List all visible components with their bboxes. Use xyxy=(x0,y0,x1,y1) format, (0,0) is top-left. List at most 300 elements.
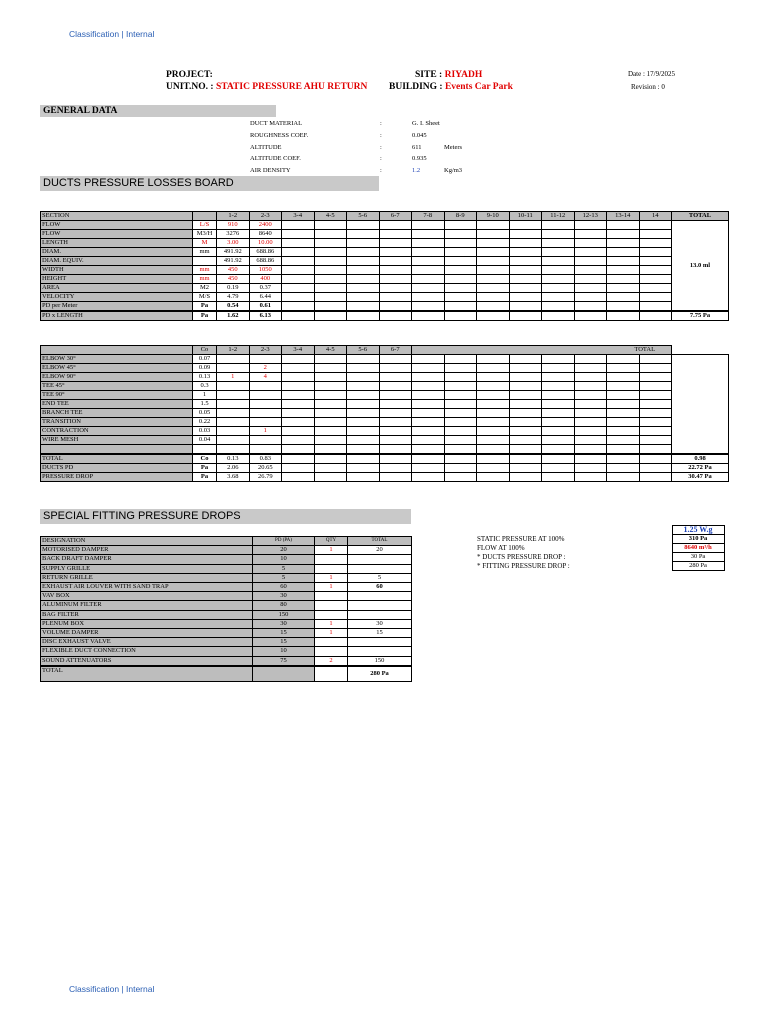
fitting-cell xyxy=(607,355,640,364)
fitting-cell: 4 xyxy=(249,373,282,382)
section-cell xyxy=(509,248,542,257)
section-cell xyxy=(477,239,510,248)
fitting-cell xyxy=(574,382,607,391)
section-row-label: PD x LENGTH xyxy=(41,311,193,321)
fittings-table xyxy=(40,345,729,482)
section-cell xyxy=(282,221,315,230)
special-row xyxy=(41,546,412,555)
fitting-cell xyxy=(282,445,315,455)
special-col-header: DESIGNATION xyxy=(41,537,253,546)
fitting-row xyxy=(41,382,729,391)
fitting-summary-cell xyxy=(574,473,607,482)
fitting-cell xyxy=(509,382,542,391)
section-cell xyxy=(379,293,412,302)
section-row-label: AREA xyxy=(41,284,193,293)
section-table xyxy=(40,211,729,321)
section-cell xyxy=(412,302,445,312)
fitting-cell xyxy=(412,364,445,373)
section-cell xyxy=(379,230,412,239)
fitting-cell xyxy=(379,400,412,409)
section-col-header: 3-4 xyxy=(282,212,315,221)
section-cell xyxy=(542,311,575,321)
special-total-label: TOTAL xyxy=(41,666,253,682)
section-cell xyxy=(509,284,542,293)
special-total: 20 xyxy=(348,546,412,555)
summary-wg-row xyxy=(476,526,724,535)
fitting-cell xyxy=(217,364,250,373)
special-total xyxy=(348,638,412,647)
fitting-cell xyxy=(477,445,510,455)
special-fittings-table xyxy=(40,536,412,682)
fitting-cell xyxy=(574,427,607,436)
fitting-cell xyxy=(477,427,510,436)
section-cell xyxy=(282,275,315,284)
fitting-cell xyxy=(607,373,640,382)
special-total xyxy=(348,610,412,619)
section-row-unit: Pa xyxy=(193,311,217,321)
section-row xyxy=(41,248,729,257)
special-total: 5 xyxy=(348,573,412,582)
fitting-cell xyxy=(607,382,640,391)
section-col-header: 2-3 xyxy=(249,212,282,221)
fitting-cell xyxy=(379,391,412,400)
section-header-row xyxy=(41,212,729,221)
fittings-col-header: TOTAL xyxy=(412,346,672,355)
general-data-label: ALTITUDE COEF. xyxy=(250,155,301,163)
fitting-cell xyxy=(542,391,575,400)
section-row-unit: mm xyxy=(193,248,217,257)
fitting-cell xyxy=(282,382,315,391)
general-data-unit: Meters xyxy=(444,143,463,151)
fitting-cell xyxy=(509,400,542,409)
section-cell xyxy=(477,275,510,284)
section-col-header: 14 xyxy=(639,212,672,221)
section-row-label: DIAM. xyxy=(41,248,193,257)
fitting-cell xyxy=(639,382,672,391)
fitting-cell xyxy=(314,364,347,373)
section-cell xyxy=(412,284,445,293)
fitting-cell xyxy=(347,373,380,382)
section-cell: 10.00 xyxy=(249,239,282,248)
section-cell xyxy=(509,257,542,266)
section-row-label: FLOW xyxy=(41,230,193,239)
fitting-cell xyxy=(607,400,640,409)
classification-top: Classification | Internal xyxy=(69,29,155,39)
fittings-col-header: 5-6 xyxy=(347,346,380,355)
section-cell xyxy=(347,293,380,302)
fitting-summary-cell xyxy=(444,473,477,482)
section-cell: 0.37 xyxy=(249,284,282,293)
section-cell xyxy=(379,266,412,275)
fitting-cell xyxy=(282,418,315,427)
fitting-cell xyxy=(574,409,607,418)
section-cell xyxy=(574,230,607,239)
section-row-label: HEIGHT xyxy=(41,275,193,284)
revision: Revision : 0 xyxy=(631,83,665,91)
summary-value: 8640 m³/h xyxy=(672,544,724,553)
section-cell: 688.86 xyxy=(249,248,282,257)
special-total-row xyxy=(41,666,412,682)
general-data-label: AIR DENSITY xyxy=(250,167,291,175)
special-pd: 15 xyxy=(253,629,315,638)
section-cell xyxy=(412,311,445,321)
fitting-summary-cell xyxy=(542,473,575,482)
special-pd: 60 xyxy=(253,583,315,592)
special-total xyxy=(348,592,412,601)
fitting-summary-total: 30.47 Pa xyxy=(672,473,729,482)
section-col-header: 8-9 xyxy=(444,212,477,221)
section-cell xyxy=(607,230,640,239)
fitting-summary-cell xyxy=(542,454,575,464)
special-total-value: 280 Pa xyxy=(348,666,412,682)
fitting-label: CONTRACTION xyxy=(41,427,193,436)
special-col-header: TOTAL xyxy=(348,537,412,546)
section-total-pd: 7.75 Pa xyxy=(672,311,729,321)
section-cell xyxy=(282,302,315,312)
fitting-cell xyxy=(249,391,282,400)
summary-row xyxy=(476,562,724,571)
special-designation: BACK DRAFT DAMPER xyxy=(41,555,253,564)
section-cell xyxy=(444,293,477,302)
section-cell xyxy=(282,239,315,248)
general-data-sep: : xyxy=(380,143,382,151)
fitting-cell xyxy=(282,373,315,382)
section-cell: 2400 xyxy=(249,221,282,230)
fitting-cell xyxy=(574,418,607,427)
section-cell xyxy=(379,275,412,284)
fitting-cell xyxy=(412,400,445,409)
section-cell xyxy=(314,311,347,321)
section-row-label: LENGTH xyxy=(41,239,193,248)
fitting-cell xyxy=(509,355,542,364)
section-cell xyxy=(477,311,510,321)
section-row-label: VELOCITY xyxy=(41,293,193,302)
special-designation: BAG FILTER xyxy=(41,610,253,619)
fitting-cell xyxy=(542,409,575,418)
fitting-cell xyxy=(542,364,575,373)
fitting-co xyxy=(193,445,217,455)
section-cell xyxy=(574,257,607,266)
fitting-summary-cell xyxy=(412,454,445,464)
fitting-label: TEE 45° xyxy=(41,382,193,391)
fitting-cell xyxy=(249,355,282,364)
section-cell xyxy=(379,239,412,248)
fitting-cell xyxy=(574,436,607,445)
site-value: RIYADH xyxy=(444,70,483,80)
fitting-cell xyxy=(379,382,412,391)
section-cell xyxy=(542,230,575,239)
fitting-summary-cell xyxy=(412,464,445,473)
fitting-cell xyxy=(217,445,250,455)
section-cell xyxy=(314,293,347,302)
special-qty: 1 xyxy=(315,573,348,582)
fitting-cell xyxy=(444,391,477,400)
general-data-sep: : xyxy=(380,120,382,127)
section-cell xyxy=(314,284,347,293)
fitting-summary-unit: Pa xyxy=(193,473,217,482)
fittings-col-header: 6-7 xyxy=(379,346,412,355)
section-row xyxy=(41,266,729,275)
fitting-cell xyxy=(574,364,607,373)
special-header-row xyxy=(41,537,412,546)
fitting-cell xyxy=(347,445,380,455)
fitting-cell xyxy=(477,418,510,427)
section-cell xyxy=(542,284,575,293)
fitting-cell xyxy=(639,445,672,455)
fitting-cell xyxy=(379,409,412,418)
section-cell xyxy=(477,284,510,293)
general-data-sep: : xyxy=(380,167,382,175)
special-qty: 1 xyxy=(315,629,348,638)
section-col-header: TOTAL xyxy=(672,212,729,221)
fitting-cell xyxy=(639,391,672,400)
section-cell xyxy=(314,248,347,257)
special-qty xyxy=(315,610,348,619)
section-cell xyxy=(542,293,575,302)
general-data-sep: : xyxy=(380,131,382,139)
section-cell xyxy=(314,302,347,312)
fitting-summary-cell xyxy=(542,464,575,473)
section-cell xyxy=(542,221,575,230)
fitting-cell xyxy=(282,436,315,445)
fitting-co: 0.13 xyxy=(193,373,217,382)
special-row xyxy=(41,592,412,601)
section-cell: 450 xyxy=(217,275,250,284)
fitting-cell xyxy=(379,427,412,436)
fitting-label: ELBOW 90° xyxy=(41,373,193,382)
section-cell xyxy=(639,230,672,239)
section-cell: 8640 xyxy=(249,230,282,239)
fittings-col-header: 4-5 xyxy=(314,346,347,355)
fitting-cell xyxy=(607,445,640,455)
section-row-label: PD per Meter xyxy=(41,302,193,312)
fitting-cell xyxy=(217,391,250,400)
section-cell xyxy=(347,257,380,266)
fitting-summary-cell xyxy=(347,454,380,464)
fitting-cell xyxy=(347,418,380,427)
special-total-pd xyxy=(253,666,315,682)
fitting-summary-total: 22.72 Pa xyxy=(672,464,729,473)
fitting-cell xyxy=(379,373,412,382)
fitting-cell xyxy=(542,427,575,436)
fitting-summary-cell xyxy=(379,464,412,473)
fitting-row xyxy=(41,427,729,436)
section-cell xyxy=(347,275,380,284)
special-qty xyxy=(315,638,348,647)
fitting-summary-cell xyxy=(347,473,380,482)
section-cell xyxy=(412,257,445,266)
special-designation: FLEXIBLE DUCT CONNECTION xyxy=(41,647,253,656)
special-designation: SUPPLY GRILLE xyxy=(41,564,253,573)
special-row xyxy=(41,610,412,619)
section-cell xyxy=(509,311,542,321)
special-total xyxy=(348,647,412,656)
section-cell xyxy=(444,266,477,275)
section-col-header: 4-5 xyxy=(314,212,347,221)
section-cell xyxy=(379,302,412,312)
section-cell xyxy=(444,311,477,321)
section-cell xyxy=(542,275,575,284)
special-designation: PLENUM BOX xyxy=(41,619,253,628)
section-cell: 6.44 xyxy=(249,293,282,302)
special-qty xyxy=(315,647,348,656)
fitting-summary-cell xyxy=(477,454,510,464)
fitting-co: 0.09 xyxy=(193,364,217,373)
section-cell xyxy=(379,284,412,293)
section-cell xyxy=(574,311,607,321)
special-total: 30 xyxy=(348,619,412,628)
section-cell: 491.92 xyxy=(217,257,250,266)
fitting-cell xyxy=(217,382,250,391)
special-total xyxy=(348,601,412,610)
fitting-cell xyxy=(217,409,250,418)
fitting-cell xyxy=(379,364,412,373)
general-data-value: 1.2 xyxy=(412,167,421,175)
section-cell xyxy=(542,302,575,312)
section-cell xyxy=(542,239,575,248)
section-cell xyxy=(444,248,477,257)
special-designation: EXHAUST AIR LOUVER WITH SAND TRAP xyxy=(41,583,253,592)
section-col-header: 12-13 xyxy=(574,212,607,221)
fitting-co: 0.07 xyxy=(193,355,217,364)
section-cell xyxy=(477,230,510,239)
section-cell xyxy=(477,221,510,230)
fitting-cell xyxy=(574,400,607,409)
fitting-cell xyxy=(412,391,445,400)
section-cell xyxy=(444,257,477,266)
fitting-cell xyxy=(574,355,607,364)
special-pd: 150 xyxy=(253,610,315,619)
fitting-row xyxy=(41,418,729,427)
section-cell: 491.92 xyxy=(217,248,250,257)
section-cell xyxy=(509,275,542,284)
fitting-summary-cell xyxy=(314,454,347,464)
special-designation: VOLUME DAMPER xyxy=(41,629,253,638)
fitting-cell xyxy=(639,427,672,436)
fitting-cell xyxy=(412,436,445,445)
section-row xyxy=(41,284,729,293)
fitting-cell xyxy=(347,364,380,373)
fitting-cell xyxy=(444,436,477,445)
section-row-label: FLOW xyxy=(41,221,193,230)
special-row xyxy=(41,619,412,628)
general-data-unit: Kg/m3 xyxy=(444,167,463,175)
fitting-cell xyxy=(412,427,445,436)
section-cell xyxy=(542,266,575,275)
section-cell xyxy=(574,221,607,230)
fitting-cell xyxy=(542,382,575,391)
fitting-cell xyxy=(282,364,315,373)
section-cell xyxy=(574,284,607,293)
fitting-cell xyxy=(542,400,575,409)
fitting-summary-unit: Co xyxy=(193,454,217,464)
fitting-cell xyxy=(412,373,445,382)
fittings-col-header: 3-4 xyxy=(282,346,315,355)
section-cell xyxy=(444,275,477,284)
fitting-summary-cell: 20.65 xyxy=(249,464,282,473)
fitting-label: BRANCH TEE xyxy=(41,409,193,418)
fitting-cell xyxy=(444,445,477,455)
fitting-cell xyxy=(217,436,250,445)
section-cell xyxy=(347,266,380,275)
fitting-cell xyxy=(249,418,282,427)
general-data-row xyxy=(250,130,510,142)
fitting-summary-cell xyxy=(607,454,640,464)
section-cell xyxy=(639,239,672,248)
section-cell xyxy=(412,230,445,239)
site-line xyxy=(415,70,482,80)
section-cell xyxy=(639,284,672,293)
fitting-row xyxy=(41,391,729,400)
special-title: SPECIAL FITTING PRESSURE DROPS xyxy=(40,509,411,524)
section-row xyxy=(41,221,729,230)
fitting-cell xyxy=(444,418,477,427)
fitting-row xyxy=(41,364,729,373)
fitting-cell xyxy=(509,391,542,400)
fitting-summary-cell xyxy=(444,454,477,464)
section-cell xyxy=(607,257,640,266)
section-cell: 688.86 xyxy=(249,257,282,266)
section-cell xyxy=(282,311,315,321)
section-row-unit: M/S xyxy=(193,293,217,302)
fitting-row xyxy=(41,355,729,364)
fitting-cell xyxy=(379,355,412,364)
special-pd: 20 xyxy=(253,546,315,555)
section-cell xyxy=(639,302,672,312)
summary-row xyxy=(476,553,724,562)
section-cell xyxy=(282,257,315,266)
fitting-summary-cell xyxy=(412,473,445,482)
special-pd: 30 xyxy=(253,619,315,628)
section-unit-header xyxy=(193,212,217,221)
fitting-row xyxy=(41,400,729,409)
site-label: SITE : xyxy=(415,70,443,80)
fitting-cell xyxy=(639,418,672,427)
section-row xyxy=(41,311,729,321)
section-cell xyxy=(542,248,575,257)
fitting-summary-cell: 2.06 xyxy=(217,464,250,473)
section-cell xyxy=(639,293,672,302)
fitting-summary-label: TOTAL xyxy=(41,454,193,464)
special-pd: 5 xyxy=(253,573,315,582)
project-label: PROJECT: xyxy=(166,70,213,80)
section-header-label: SECTION xyxy=(41,212,193,221)
special-total-qty xyxy=(315,666,348,682)
special-designation: SOUND ATTENUATORS xyxy=(41,656,253,666)
fittings-col-header: 1-2 xyxy=(217,346,250,355)
fitting-cell xyxy=(347,400,380,409)
general-data-row xyxy=(250,142,510,154)
fitting-cell xyxy=(249,382,282,391)
fitting-cell xyxy=(282,409,315,418)
fitting-summary-total: 0.98 xyxy=(672,454,729,464)
fitting-cell xyxy=(444,409,477,418)
fitting-cell xyxy=(347,382,380,391)
section-total-length: 13.0 ml xyxy=(672,221,729,312)
section-cell xyxy=(607,293,640,302)
fitting-summary-cell xyxy=(639,454,672,464)
special-pd: 10 xyxy=(253,647,315,656)
special-row xyxy=(41,647,412,656)
special-qty xyxy=(315,592,348,601)
fitting-cell xyxy=(542,355,575,364)
fitting-summary-cell xyxy=(379,454,412,464)
special-col-header: PD (PA) xyxy=(253,537,315,546)
general-data-label: ROUGHNESS COEF. xyxy=(250,131,309,139)
special-qty: 2 xyxy=(315,656,348,666)
section-cell xyxy=(509,221,542,230)
general-data-label: ALTITUDE xyxy=(250,143,282,151)
